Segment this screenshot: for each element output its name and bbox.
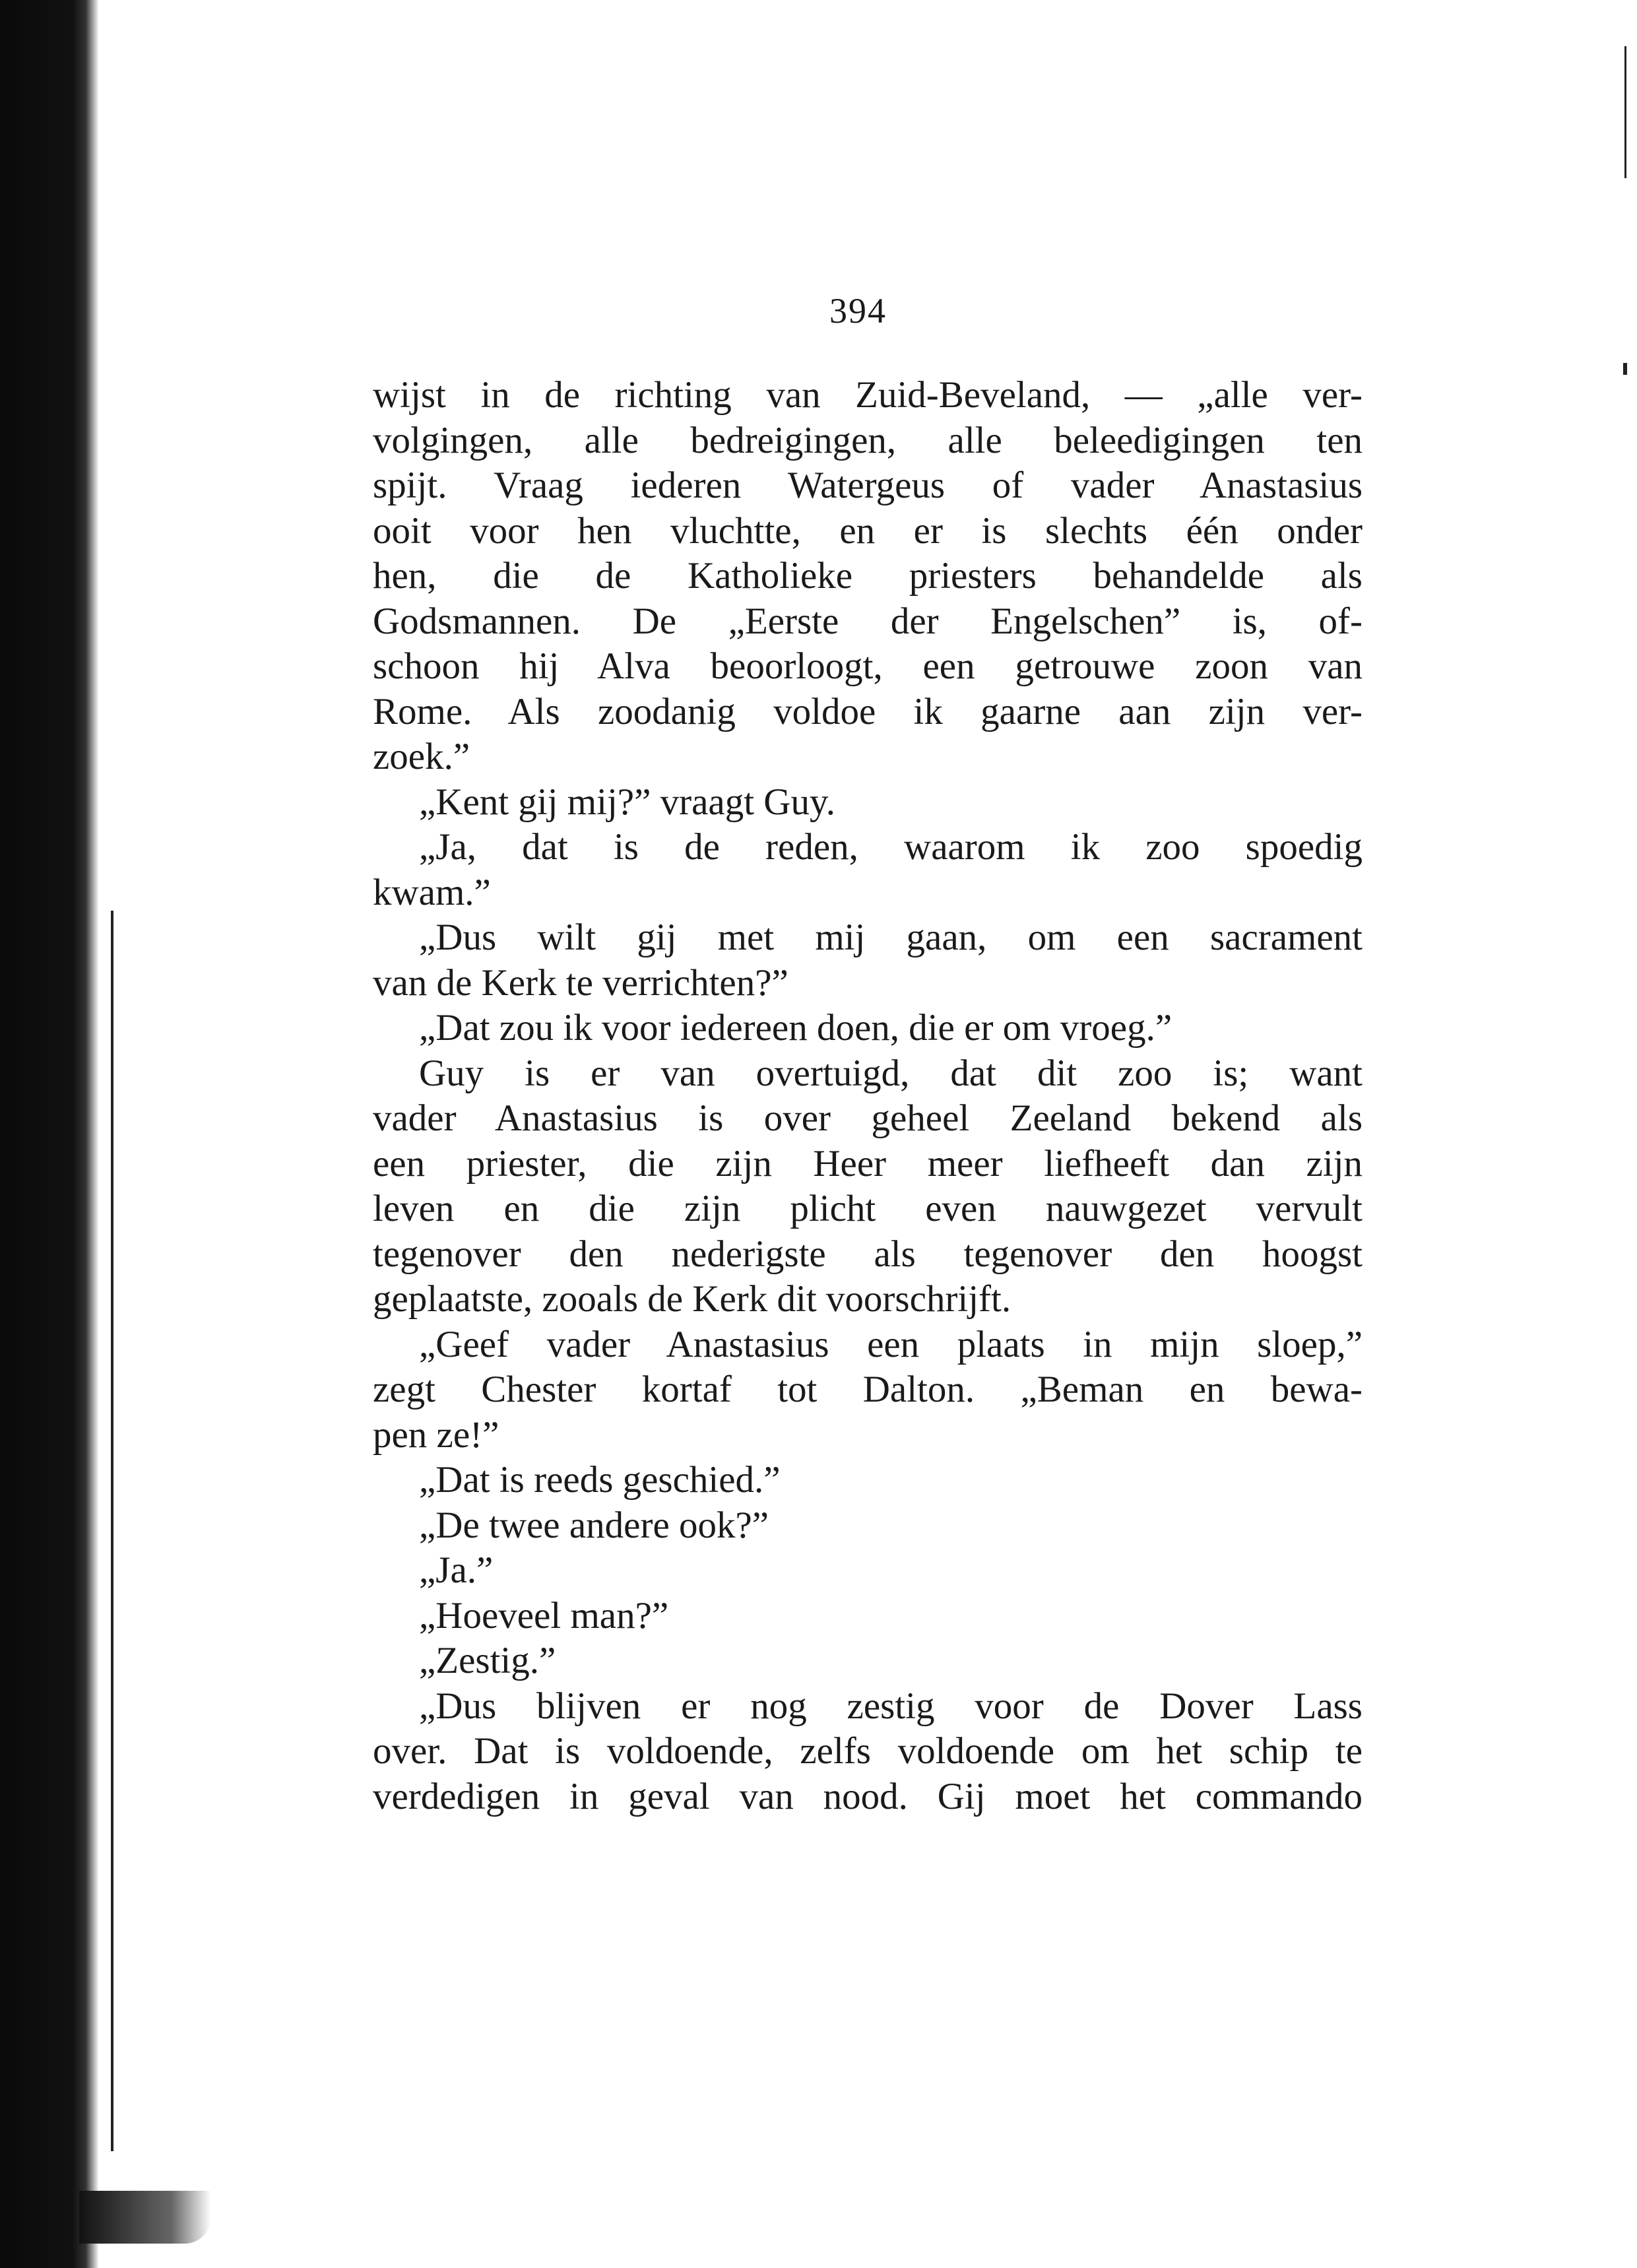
text-line: Rome. Als zoodanig voldoe ik gaarne aan zijn ver- <box>373 690 1363 732</box>
binding-corner <box>79 2191 211 2244</box>
text-line: „Ja, dat is de reden, waarom ik zoo spoedig <box>419 826 1363 868</box>
text-block <box>373 373 1363 1819</box>
text-line: zoek.” <box>373 736 470 777</box>
text-line: volgingen, alle bedreigingen, alle beleedigingen ten <box>373 419 1363 461</box>
text-line: kwam.” <box>373 871 491 913</box>
text-line: een priester, die zijn Heer meer liefheeft dan zijn <box>373 1142 1363 1184</box>
text-line: „Dat zou ik voor iedereen doen, die er om vroeg.” <box>419 1007 1172 1049</box>
text-line: „Dus blijven er nog zestig voor de Dover Lass <box>419 1685 1363 1727</box>
text-line: leven en die zijn plicht even nauwgezet vervult <box>373 1188 1363 1229</box>
text-line: Godsmannen. De „Eerste der Engelschen” is, of- <box>373 600 1363 642</box>
binding-edge-line <box>111 911 113 2151</box>
text-line: „Dat is reeds geschied.” <box>419 1459 781 1501</box>
text-line: over. Dat is voldoende, zelfs voldoende om het schip te <box>373 1730 1363 1772</box>
book-binding-shadow <box>0 0 99 2268</box>
text-line: „De twee andere ook?” <box>419 1504 769 1546</box>
text-line: schoon hij Alva beoorloogt, een getrouwe zoon van <box>373 645 1363 687</box>
text-line: „Hoeveel man?” <box>419 1594 669 1636</box>
text-line: vader Anastasius is over geheel Zeeland bekend als <box>373 1097 1363 1139</box>
text-line: ooit voor hen vluchtte, en er is slechts één onder <box>373 509 1363 552</box>
text-line: spijt. Vraag iederen Watergeus of vader Anastasius <box>373 465 1363 506</box>
text-line: „Ja.” <box>419 1549 494 1591</box>
page-edge-dot <box>1623 363 1627 375</box>
text-line: „Geef vader Anastasius een plaats in mijn sloep,” <box>419 1323 1363 1365</box>
text-line: Guy is er van overtuigd, dat dit zoo is; want <box>419 1052 1363 1094</box>
text-line: „Zestig.” <box>419 1640 556 1681</box>
text-line: „Kent gij mij?” vraagt Guy. <box>419 781 836 823</box>
text-line: „Dus wilt gij met mij gaan, om een sacrament <box>419 917 1363 958</box>
text-line: zegt Chester kortaf tot Dalton. „Beman en bewa- <box>373 1369 1363 1410</box>
text-line: van de Kerk te verrichten?” <box>373 961 788 1004</box>
text-line: geplaatste, zooals de Kerk dit voorschrijft. <box>373 1278 1011 1320</box>
text-line: wijst in de richting van Zuid-Beveland, — „alle ver- <box>373 374 1363 416</box>
text-line: hen, die de Katholieke priesters behandelde als <box>373 555 1363 597</box>
page-number: 394 <box>829 291 887 331</box>
text-line: tegenover den nederigste als tegenover den hoogst <box>373 1233 1363 1275</box>
page-edge-mark <box>1624 46 1626 178</box>
text-line: verdedigen in geval van nood. Gij moet het commando <box>373 1775 1363 1817</box>
text-line: pen ze!” <box>373 1413 499 1456</box>
